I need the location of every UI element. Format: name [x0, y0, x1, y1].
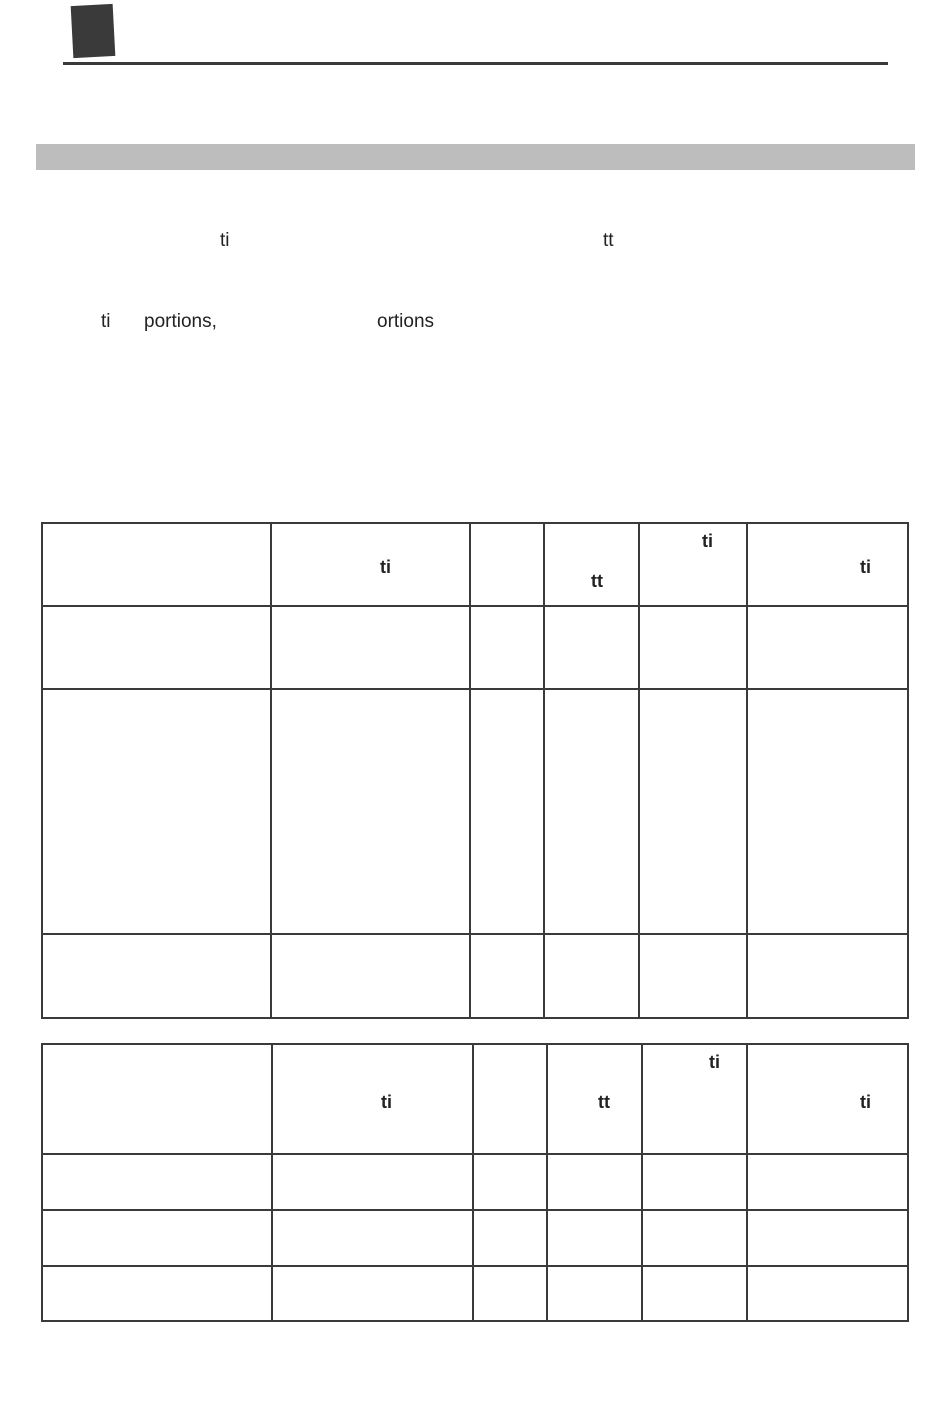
table-cell	[642, 1266, 747, 1321]
header-cell	[747, 523, 908, 606]
header-label: ti	[380, 557, 391, 577]
text-fragment: ortions	[377, 311, 435, 332]
header-cell	[271, 523, 470, 606]
header-cell	[42, 523, 271, 606]
table-2	[41, 1043, 909, 1322]
table-cell	[544, 606, 639, 689]
table-cell	[639, 606, 747, 689]
table-cell	[470, 606, 544, 689]
table-cell	[42, 689, 271, 934]
table-cell	[272, 1154, 473, 1210]
table-cell	[473, 1210, 547, 1266]
table-cell	[547, 1210, 642, 1266]
text-fragment: ti	[101, 311, 111, 332]
table-row	[42, 606, 908, 689]
header-cell	[642, 1044, 747, 1154]
table-cell	[473, 1266, 547, 1321]
table-cell	[42, 934, 271, 1018]
table-cell	[42, 1210, 272, 1266]
header-cell	[272, 1044, 473, 1154]
header-label: tt	[598, 1092, 610, 1112]
table-row	[42, 1210, 908, 1266]
table-cell	[470, 689, 544, 934]
table-cell	[747, 934, 908, 1018]
header-cell	[547, 1044, 642, 1154]
header-cell	[42, 1044, 272, 1154]
text-fragment: tt	[603, 230, 614, 251]
table-cell	[642, 1210, 747, 1266]
text-fragment: portions,	[144, 311, 217, 332]
header-label: ti	[860, 1092, 871, 1112]
header-cell	[544, 523, 639, 606]
table-cell	[642, 1154, 747, 1210]
table-cell	[272, 1266, 473, 1321]
table-cell	[271, 689, 470, 934]
table-cell	[473, 1154, 547, 1210]
table-row	[42, 934, 908, 1018]
table-row	[42, 689, 908, 934]
table-cell	[747, 1210, 908, 1266]
table-cell	[271, 606, 470, 689]
table-cell	[747, 1266, 908, 1321]
header-label: ti	[702, 531, 713, 551]
table-cell	[470, 934, 544, 1018]
header-cell	[470, 523, 544, 606]
table-row	[42, 1266, 908, 1321]
header-rule	[63, 62, 888, 65]
table-cell	[272, 1210, 473, 1266]
table-cell	[42, 606, 271, 689]
header-label: ti	[860, 557, 871, 577]
table-cell	[271, 934, 470, 1018]
table-header-row	[42, 523, 908, 606]
table-1	[41, 522, 909, 1019]
table-cell	[747, 689, 908, 934]
header-cell	[639, 523, 747, 606]
table-cell	[747, 1154, 908, 1210]
table-cell	[547, 1266, 642, 1321]
table-row	[42, 1154, 908, 1210]
table-cell	[747, 606, 908, 689]
table-cell	[544, 934, 639, 1018]
table-cell	[42, 1154, 272, 1210]
header-cell	[473, 1044, 547, 1154]
table-cell	[42, 1266, 272, 1321]
table-header-row	[42, 1044, 908, 1154]
table-cell	[639, 689, 747, 934]
header-cell	[747, 1044, 908, 1154]
table-cell	[639, 934, 747, 1018]
header-label: tt	[591, 571, 603, 591]
table-cell	[547, 1154, 642, 1210]
text-fragment: ti	[220, 230, 230, 251]
section-heading-band	[36, 144, 915, 170]
table-cell	[544, 689, 639, 934]
header-label: ti	[381, 1092, 392, 1112]
header-label: ti	[709, 1052, 720, 1072]
corner-marker	[71, 4, 116, 58]
